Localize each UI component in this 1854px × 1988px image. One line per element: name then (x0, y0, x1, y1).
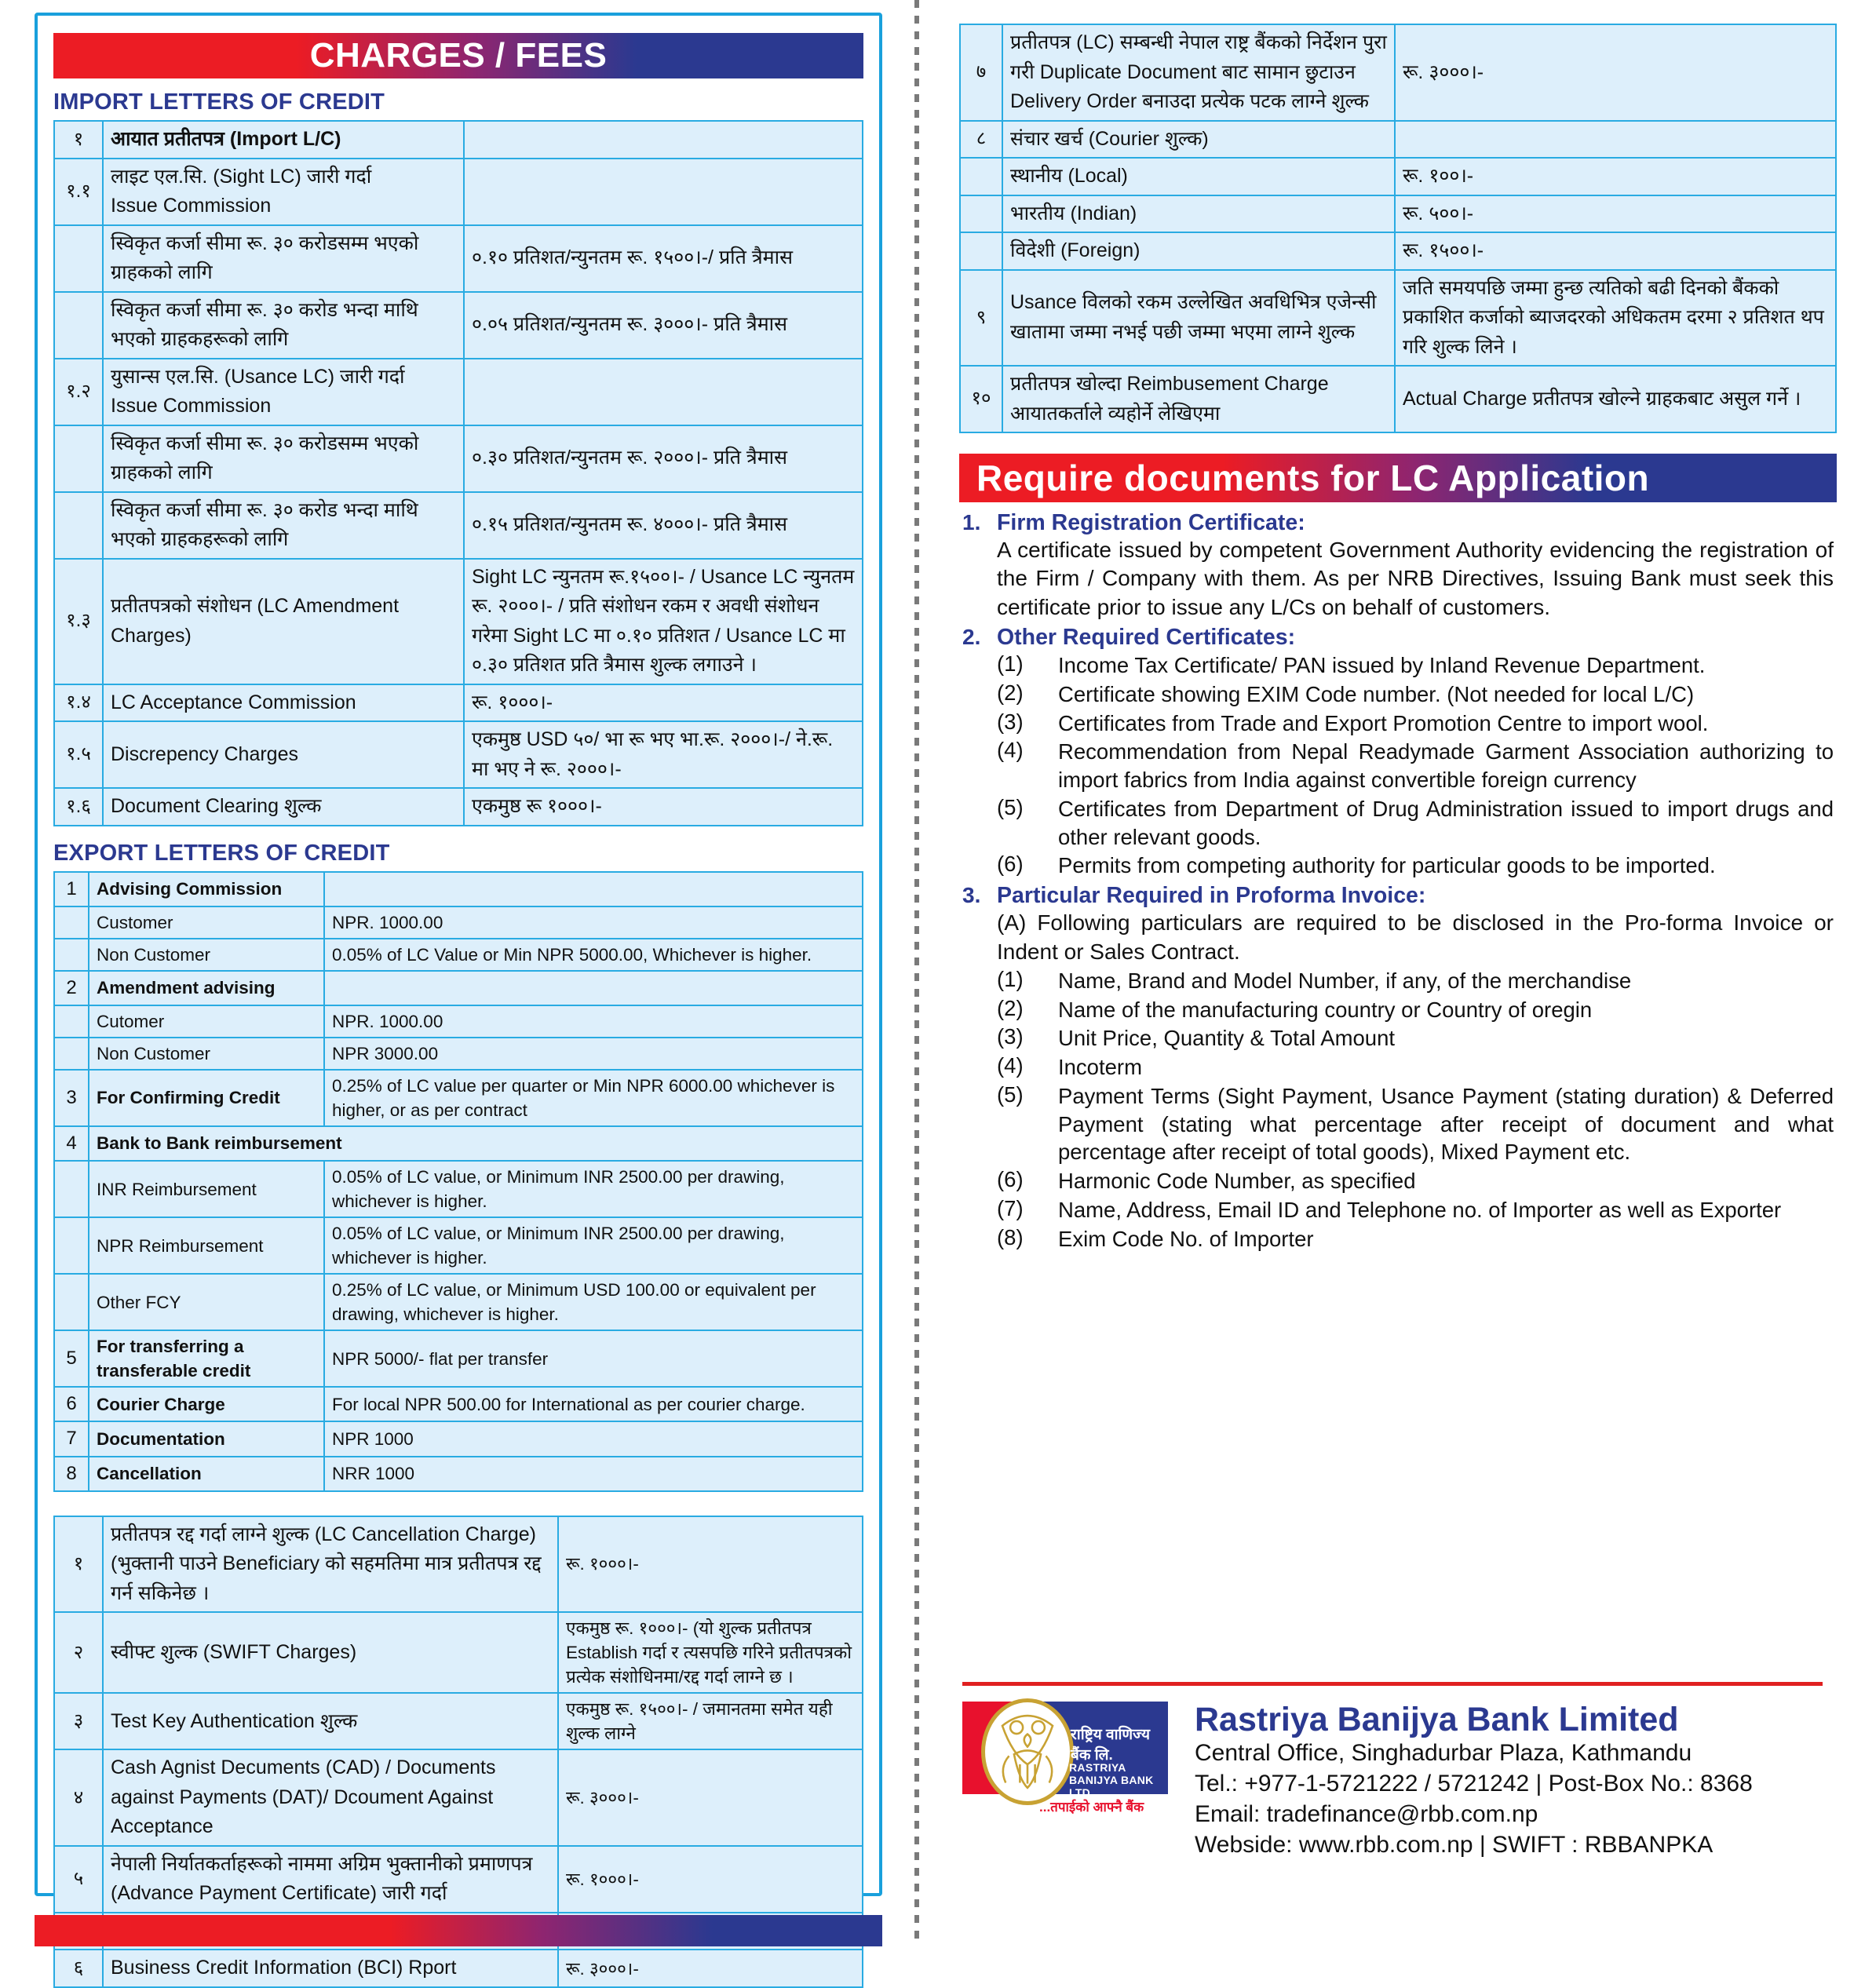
row-description: For Confirming Credit (89, 1070, 324, 1126)
table-row (960, 195, 1836, 233)
requirement-item-text: Name, Address, Email ID and Telephone no. of Importer as well as Exporter (1058, 1197, 1782, 1222)
charges-fees-banner (53, 33, 863, 78)
row-description: Cash Agnist Decuments (CAD) / Documents against Payments (DAT)/ Dcoument Against Acceptance (103, 1749, 558, 1846)
table-row (54, 1330, 863, 1387)
table-row (54, 788, 863, 826)
requirement-item-text: Permits from competing authority for particular goods to be imported. (1058, 853, 1716, 878)
requirement-number: 2. (962, 625, 981, 650)
row-description: प्रतीतपत्र खोल्दा Reimbusement Charge आयातकर्ताले व्यहोर्ने लेखिएमा (1002, 366, 1395, 432)
row-number (54, 492, 103, 559)
row-value: रू. ५००।- (1395, 195, 1836, 233)
table-row (960, 270, 1836, 367)
logo-tagline: ...तपाईको आफ्नै बैंक (1039, 1799, 1144, 1815)
table-row (54, 1126, 863, 1161)
requirement-item-number: (4) (997, 738, 1024, 763)
row-value: रू. १५००।- (1395, 232, 1836, 270)
requirement-number: 1. (962, 510, 981, 534)
table-row (54, 1274, 863, 1330)
row-number (54, 1038, 89, 1070)
row-description: Amendment advising (89, 971, 324, 1005)
required-documents-list (962, 510, 1834, 1253)
table-row (54, 1217, 863, 1274)
requirement-list-item (997, 1225, 1834, 1253)
row-description: भारतीय (Indian) (1002, 195, 1395, 233)
left-page (0, 0, 914, 1979)
row-number: १ (54, 121, 103, 159)
row-number: १.१ (54, 159, 103, 225)
table-row (54, 872, 863, 906)
footer-divider-rule (962, 1682, 1823, 1686)
row-number: 3 (54, 1070, 89, 1126)
footer-block (962, 1682, 1823, 1860)
row-value (324, 971, 863, 1005)
requirement-item-text: Harmonic Code Number, as specified (1058, 1169, 1416, 1194)
row-value: 0.05% of LC value, or Minimum INR 2500.00 per drawing, whichever is higher. (324, 1161, 863, 1217)
charges-fees-title: CHARGES / FEES (309, 36, 608, 75)
page-fold-divider (914, 0, 919, 1946)
row-value: NPR 3000.00 (324, 1038, 863, 1070)
row-description: प्रतीतपत्र (LC) सम्बन्धी नेपाल राष्ट्र बैंकको निर्देशन पुरा गरी Duplicate Document बाट सामान छुटाउन Delivery Order बनाउदा प्रत्येक पटक लाग्ने शुल्क (1002, 24, 1395, 121)
bank-email: Email: tradefinance@rbb.com.np (1195, 1801, 1538, 1827)
requirement-section (962, 625, 1834, 880)
row-number (960, 195, 1002, 233)
row-value: रू. १०००।- (558, 1516, 863, 1613)
table-row (54, 906, 863, 939)
table-row (54, 721, 863, 788)
left-content-frame (35, 13, 882, 1979)
row-number: ४ (54, 1749, 103, 1846)
export-charges-table (53, 871, 863, 1492)
requirement-list-item (997, 738, 1834, 794)
right-page (942, 0, 1854, 1946)
row-description: Document Clearing शुल्क (103, 788, 464, 826)
row-description: आयात प्रतीतपत्र (Import L/C) (103, 121, 464, 159)
requirement-item-number: (8) (997, 1224, 1024, 1249)
table-row (54, 1846, 863, 1913)
row-value: रू. १०००।- (558, 1846, 863, 1913)
row-value: Sight LC न्युनतम रू.१५००।- / Usance LC न्युनतम रू. २०००।- / प्रति संशोधन रकम र अवधी संशोधन गरेमा Sight LC मा ०.१० प्रतिशत / Usance LC मा ०.३० प्रतिशत प्रति त्रैमास शुल्क लगाउने । (464, 559, 863, 684)
row-value: रू. १००।- (1395, 158, 1836, 195)
table-row (54, 425, 863, 492)
table-row (54, 1005, 863, 1038)
row-number: १ (54, 1516, 103, 1613)
row-number (54, 425, 103, 492)
table-row (54, 1693, 863, 1749)
row-description: प्रतीतपत्र रद्द गर्दा लाग्ने शुल्क (LC Cancellation Charge) (भुक्तानी पाउने Beneficiary को सहमतिमा मात्र प्रतीतपत्र रद्द गर्न सकिनेछ । (103, 1516, 558, 1613)
requirement-list-item (997, 996, 1834, 1024)
row-description: विदेशी (Foreign) (1002, 232, 1395, 270)
row-value: NRR 1000 (324, 1457, 863, 1491)
row-value: NPR 1000 (324, 1421, 863, 1456)
row-number: १.३ (54, 559, 103, 684)
row-number (54, 1005, 89, 1038)
requirement-heading: Other Required Certificates: (997, 625, 1296, 651)
table-row (54, 1387, 863, 1421)
requirement-item-number: (2) (997, 680, 1024, 705)
row-value: ०.१० प्रतिशत/न्युनतम रू. १५००।-/ प्रति त्रैमास (464, 225, 863, 292)
table-row (54, 1421, 863, 1456)
row-number (54, 225, 103, 292)
left-bottom-band (35, 1915, 882, 1946)
table-row (54, 684, 863, 722)
row-value: रू. ३०००।- (558, 1950, 863, 1987)
requirement-list-item (997, 1024, 1834, 1052)
requirement-item-number: (7) (997, 1195, 1024, 1220)
requirement-item-number: (5) (997, 1082, 1024, 1107)
row-number: १.६ (54, 788, 103, 826)
requirement-item-number: (6) (997, 852, 1024, 877)
row-description: स्विकृत कर्जा सीमा रू. ३० करोड भन्दा माथि भएको ग्राहकहरूको लागि (103, 492, 464, 559)
requirement-heading: Firm Registration Certificate: (997, 510, 1305, 535)
require-documents-title: Require documents for LC Application (976, 458, 1650, 498)
row-value: एकमुष्ठ USD ५०/ भा रू भए भा.रू. २०००।-/ ने.रू. मा भए ने रू. २०००।- (464, 721, 863, 788)
requirement-item-text: Certificates from Department of Drug Administration issued to import drugs and other relevant goods. (1058, 796, 1834, 849)
row-value: जति समयपछि जम्मा हुन्छ त्यतिको बढी दिनको बैंकको प्रकाशित कर्जाको ब्याजदरको अधिकतम दरमा २ प्रतिशत थप गरि शुल्क लिने । (1395, 270, 1836, 367)
import-charges-table (53, 120, 863, 826)
table-row (54, 1749, 863, 1846)
row-value: एकमुष्ठ रू १०००।- (464, 788, 863, 826)
table-row (54, 121, 863, 159)
row-description: नेपाली निर्यातकर्ताहरूको नाममा अग्रिम भुक्तानीको प्रमाणपत्र (Advance Payment Certificate) जारी गर्दा (103, 1846, 558, 1913)
row-description: Non Customer (89, 939, 324, 971)
row-value (1395, 121, 1836, 159)
requirement-item-number: (6) (997, 1167, 1024, 1192)
row-number: ५ (54, 1846, 103, 1913)
row-number (54, 939, 89, 971)
requirement-list-item (997, 1053, 1834, 1082)
row-number: ७ (960, 24, 1002, 121)
requirement-section (962, 510, 1834, 622)
table-row (54, 492, 863, 559)
row-description: Cutomer (89, 1005, 324, 1038)
export-letters-heading: EXPORT LETTERS OF CREDIT (53, 840, 390, 866)
row-description: INR Reimbursement (89, 1161, 324, 1217)
row-value: रू. ३०००।- (558, 1749, 863, 1846)
requirement-list-item (997, 1167, 1834, 1195)
requirement-item-number: (1) (997, 651, 1024, 677)
table-row (54, 292, 863, 359)
row-description: Courier Charge (89, 1387, 324, 1421)
bank-website: Webside: www.rbb.com.np | SWIFT : RBBANPKA (1195, 1832, 1713, 1858)
row-number: १.२ (54, 359, 103, 425)
table-row (54, 1457, 863, 1491)
table-row (54, 1950, 863, 1987)
requirement-body: (A) Following particulars are required to be disclosed in the Pro-forma Invoice or Indent or Sales Contract. (997, 910, 1834, 964)
requirement-item-number: (1) (997, 966, 1024, 991)
continued-charges-table (959, 24, 1837, 433)
row-value (464, 159, 863, 225)
table-row (960, 121, 1836, 159)
row-number: १.४ (54, 684, 103, 722)
row-number: 6 (54, 1387, 89, 1421)
requirement-item-text: Certificate showing EXIM Code number. (Not needed for local L/C) (1058, 681, 1695, 706)
logo-emblem-icon (981, 1698, 1074, 1805)
row-description: NPR Reimbursement (89, 1217, 324, 1274)
row-number: 5 (54, 1330, 89, 1387)
requirement-item-text: Income Tax Certificate/ PAN issued by Inland Revenue Department. (1058, 653, 1706, 678)
requirement-list-item (997, 1082, 1834, 1166)
row-number (960, 158, 1002, 195)
row-value: 0.25% of LC value, or Minimum USD 100.00 or equivalent per drawing, whichever is higher. (324, 1274, 863, 1330)
row-description: LC Acceptance Commission (103, 684, 464, 722)
row-number (54, 1161, 89, 1217)
row-value (324, 872, 863, 906)
row-value: 0.05% of LC Value or Min NPR 5000.00, Whichever is higher. (324, 939, 863, 971)
requirement-item-number: (3) (997, 709, 1024, 734)
row-number: ३ (54, 1693, 103, 1749)
row-number: १० (960, 366, 1002, 432)
row-number (54, 1274, 89, 1330)
row-description: स्विकृत कर्जा सीमा रू. ३० करोडसम्म भएको ग्राहकको लागि (103, 425, 464, 492)
row-value: एकमुष्ठ रू. १५००।- / जमानतमा समेत यही शुल्क लाग्ने (558, 1693, 863, 1749)
row-description: संचार खर्च (Courier शुल्क) (1002, 121, 1395, 159)
row-description: Business Credit Information (BCI) Rport (103, 1950, 558, 1987)
requirement-list-item (997, 967, 1834, 995)
table-row (960, 366, 1836, 432)
row-description: प्रतीतपत्रको संशोधन (LC Amendment Charges) (103, 559, 464, 684)
row-number: ६ (54, 1950, 103, 1987)
table-row (54, 939, 863, 971)
bank-address: Central Office, Singhadurbar Plaza, Kathmandu (1195, 1740, 1692, 1766)
row-description: Cancellation (89, 1457, 324, 1491)
requirement-item-text: Recommendation from Nepal Readymade Garment Association authorizing to import fabrics from India against convertible foreign currency (1058, 739, 1834, 793)
requirement-item-number: (5) (997, 794, 1024, 819)
row-value: For local NPR 500.00 for International as per courier charge. (324, 1387, 863, 1421)
table-row (54, 159, 863, 225)
table-row (54, 1516, 863, 1613)
row-value: 0.05% of LC value, or Minimum INR 2500.00 per drawing, whichever is higher. (324, 1217, 863, 1274)
row-number: ९ (960, 270, 1002, 367)
row-description: Discrepency Charges (103, 721, 464, 788)
row-description: Customer (89, 906, 324, 939)
row-description: Non Customer (89, 1038, 324, 1070)
row-number: 4 (54, 1126, 89, 1161)
bank-name: Rastriya Banijya Bank Limited (1195, 1700, 1679, 1738)
requirement-item-text: Incoterm (1058, 1055, 1142, 1080)
table-row (54, 1070, 863, 1126)
row-description: Bank to Bank reimbursement (89, 1126, 863, 1161)
table-row (54, 559, 863, 684)
row-number (54, 1217, 89, 1274)
requirement-number: 3. (962, 883, 981, 908)
requirement-item-number: (3) (997, 1024, 1024, 1049)
row-value: ०.१५ प्रतिशत/न्युनतम रू. ४०००।- प्रति त्रैमास (464, 492, 863, 559)
requirement-item-text: Name of the manufacturing country or Country of oregin (1058, 997, 1593, 1022)
requirement-item-text: Certificates from Trade and Export Promotion Centre to import wool. (1058, 710, 1709, 735)
row-value (464, 359, 863, 425)
row-number: 8 (54, 1457, 89, 1491)
row-value: ०.३० प्रतिशत/न्युनतम रू. २०००।- प्रति त्रैमास (464, 425, 863, 492)
row-value: 0.25% of LC value per quarter or Min NPR 6000.00 whichever is higher, or as per contract (324, 1070, 863, 1126)
requirement-section (962, 883, 1834, 1253)
requirement-body: A certificate issued by competent Government Authority evidencing the registration of the Firm / Company with them. As per NRB Directives, Issuing Bank must seek this certificate prior to issue any L/Cs on behalf of customers. (997, 538, 1834, 619)
requirement-item-number: (4) (997, 1053, 1024, 1078)
row-number: 1 (54, 872, 89, 906)
row-description: Documentation (89, 1421, 324, 1456)
table-row (54, 225, 863, 292)
row-value: NPR. 1000.00 (324, 906, 863, 939)
row-number: ८ (960, 121, 1002, 159)
row-number (960, 232, 1002, 270)
table-row (54, 1161, 863, 1217)
requirement-item-text: Name, Brand and Model Number, if any, of the merchandise (1058, 968, 1632, 993)
import-letters-heading: IMPORT LETTERS OF CREDIT (53, 89, 385, 115)
row-value: रू. ३०००।- (1395, 24, 1836, 121)
table-row (54, 359, 863, 425)
table-row (54, 1038, 863, 1070)
requirement-list-item (997, 709, 1834, 738)
requirement-item-text: Exim Code No. of Importer (1058, 1226, 1314, 1251)
requirement-list-item (997, 852, 1834, 880)
bank-logo (962, 1702, 1168, 1821)
row-description: स्विकृत कर्जा सीमा रू. ३० करोड भन्दा माथि भएको ग्राहकहरूको लागि (103, 292, 464, 359)
table-row (960, 24, 1836, 121)
requirement-list-item (997, 680, 1834, 709)
row-value: ०.०५ प्रतिशत/न्युनतम रू. ३०००।- प्रति त्रैमास (464, 292, 863, 359)
row-description: Advising Commission (89, 872, 324, 906)
row-number (54, 906, 89, 939)
row-number: 2 (54, 971, 89, 1005)
row-value: एकमुष्ठ रू. १०००।- (यो शुल्क प्रतीतपत्र Establish गर्दा र त्यसपछि गरिने प्रतीतपत्रको प्रत्येक संशोधिनमा/रद्द गर्दा लाग्ने छ । (558, 1612, 863, 1693)
logo-nepali-text: राष्ट्रिय वाणिज्य बैंक लि. (1071, 1726, 1151, 1764)
row-description: स्वीफ्ट शुल्क (SWIFT Charges) (103, 1612, 558, 1693)
requirement-heading: Particular Required in Proforma Invoice: (997, 883, 1426, 909)
requirement-item-text: Unit Price, Quantity & Total Amount (1058, 1026, 1396, 1051)
row-description: स्विकृत कर्जा सीमा रू. ३० करोडसम्म भएको ग्राहकको लागि (103, 225, 464, 292)
requirement-item-number: (2) (997, 995, 1024, 1020)
logo-english-text: RASTRIYA BANIJYA BANK LTD . (1069, 1760, 1154, 1799)
table-row (960, 158, 1836, 195)
bank-telephone: Tel.: +977-1-5721222 / 5721242 | Post-Box No.: 8368 (1195, 1771, 1753, 1796)
row-description: Usance विलको रकम उल्लेखित अवधिभित्र एजेन्सी खातामा जम्मा नभई पछी जम्मा भएमा लाग्ने शुल्क (1002, 270, 1395, 367)
row-description: स्थानीय (Local) (1002, 158, 1395, 195)
row-value: NPR 5000/- flat per transfer (324, 1330, 863, 1387)
row-description: For transferring a transferable credit (89, 1330, 324, 1387)
requirement-list-item (997, 651, 1834, 680)
table-row (54, 971, 863, 1005)
row-number: 7 (54, 1421, 89, 1456)
row-value (464, 121, 863, 159)
requirement-list-item (997, 1196, 1834, 1224)
row-number: २ (54, 1612, 103, 1693)
row-value: रू. १०००।- (464, 684, 863, 722)
table-row (960, 232, 1836, 270)
row-number: १.५ (54, 721, 103, 788)
row-value: NPR. 1000.00 (324, 1005, 863, 1038)
require-documents-banner (959, 454, 1837, 502)
requirement-list-item (997, 795, 1834, 852)
row-description: Other FCY (89, 1274, 324, 1330)
table-row (54, 1612, 863, 1693)
row-value: Actual Charge प्रतीतपत्र खोल्ने ग्राहकबाट असुल गर्ने । (1395, 366, 1836, 432)
row-description: युसान्स एल.सि. (Usance LC) जारी गर्दा Issue Commission (103, 359, 464, 425)
row-description: Test Key Authentication शुल्क (103, 1693, 558, 1749)
row-description: लाइट एल.सि. (Sight LC) जारी गर्दा Issue Commission (103, 159, 464, 225)
requirement-item-text: Payment Terms (Sight Payment, Usance Payment (stating duration) & Deferred Payment (stating what percentage after receipt of document and what percentage after receipt of total goods), Mixed Payment etc. (1058, 1083, 1834, 1165)
row-number (54, 292, 103, 359)
